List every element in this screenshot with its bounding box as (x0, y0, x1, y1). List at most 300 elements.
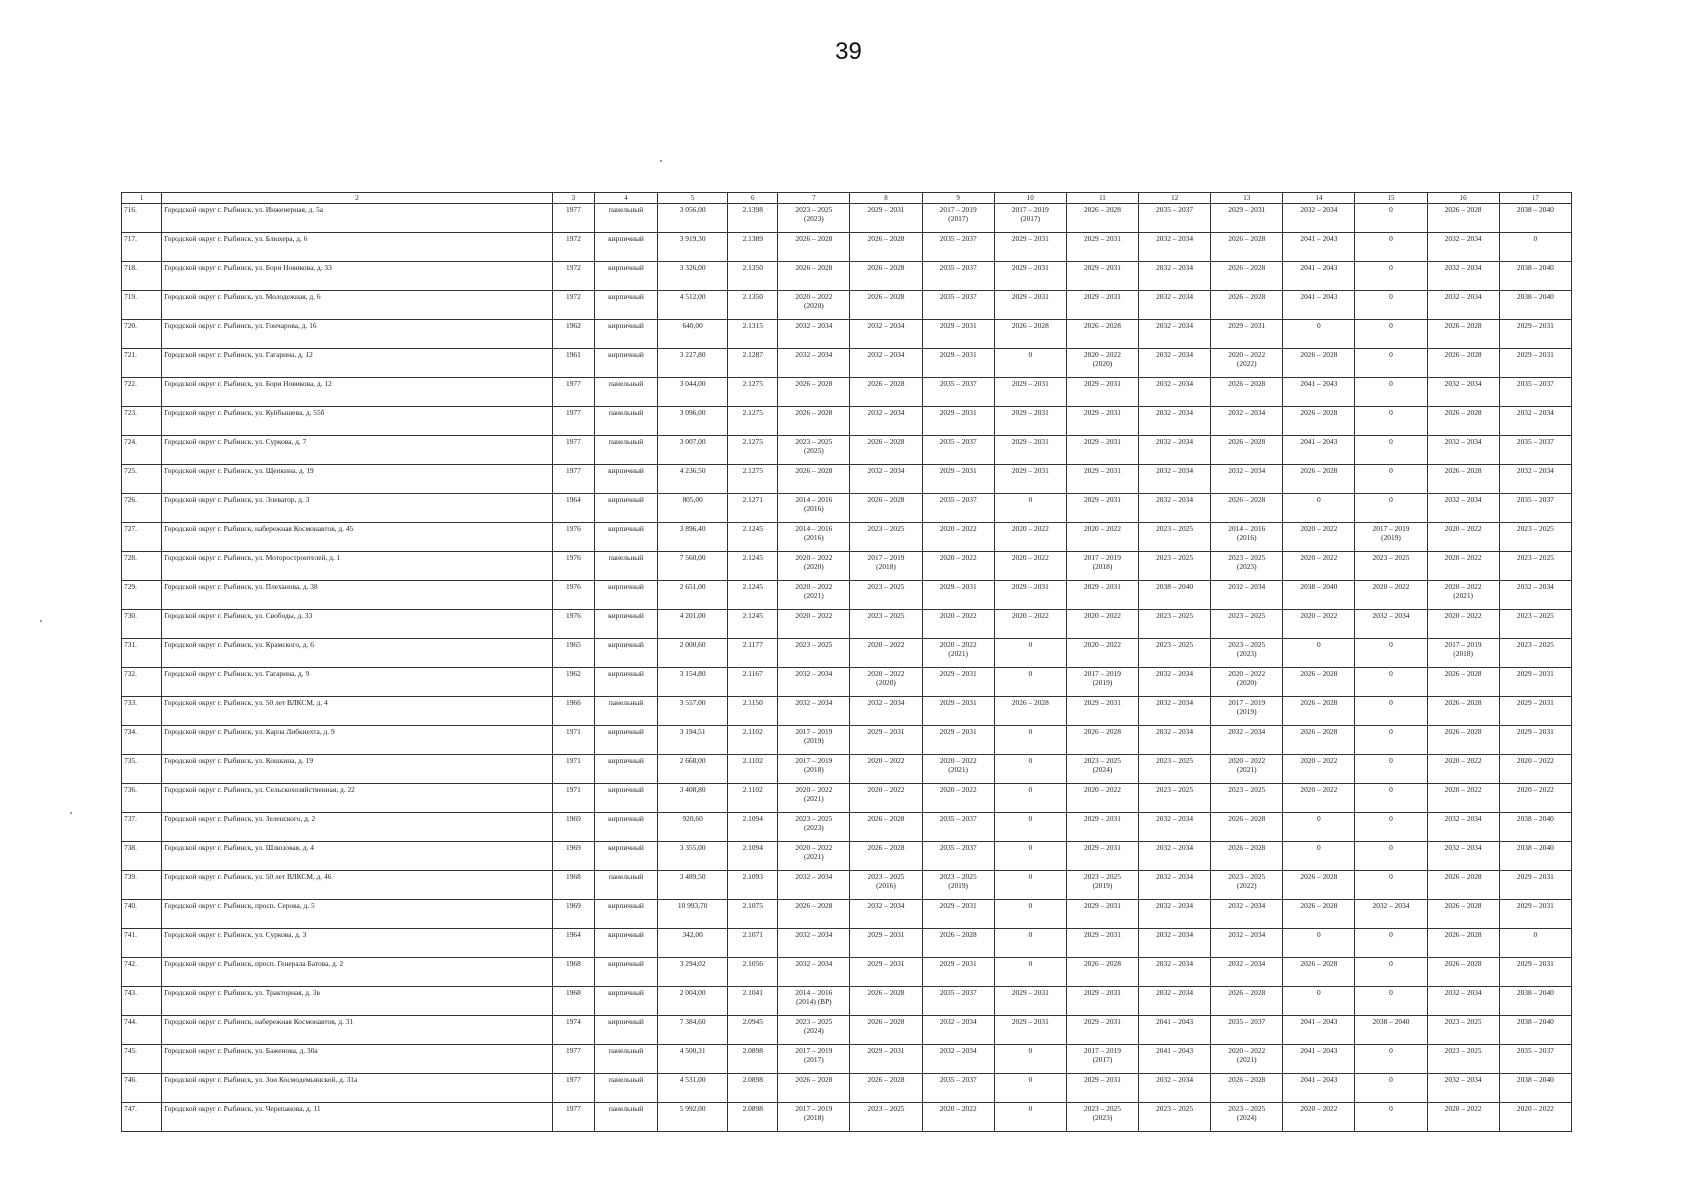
table-cell: 0 (994, 494, 1066, 523)
table-cell: 1977 (552, 436, 594, 465)
table-cell: 2029 – 2031 (1066, 900, 1138, 929)
table-cell: 2026 – 2028 (850, 378, 922, 407)
table-cell: 2032 – 2034 (1211, 929, 1283, 958)
table-cell: 2017 – 2019 (2019) (778, 726, 850, 755)
table-cell: 4 531,00 (658, 1074, 728, 1103)
table-cell: 1965 (552, 639, 594, 668)
table-cell: 2026 – 2028 (1066, 958, 1138, 987)
table-cell: 2.1275 (728, 407, 778, 436)
table-row (122, 204, 1572, 233)
table-cell: 2035 – 2037 (922, 1074, 994, 1103)
table-cell: 2032 – 2034 (1427, 813, 1499, 842)
table-cell: 2023 – 2025 (1139, 639, 1211, 668)
table-cell: 0 (1283, 813, 1355, 842)
table-cell: 2032 – 2034 (1427, 291, 1499, 320)
table-cell: 0 (1355, 291, 1427, 320)
table-cell: панельный (594, 1074, 657, 1103)
table-cell: 2020 – 2022 (994, 552, 1066, 581)
table-cell: 2029 – 2031 (1066, 378, 1138, 407)
table-cell: 3 489,50 (658, 871, 728, 900)
row-number-cell: 733. (122, 697, 162, 726)
table-row (122, 639, 1572, 668)
table-cell: 2020 – 2022 (922, 610, 994, 639)
column-number-row (122, 193, 1572, 204)
table-cell: 2023 – 2025 (2024) (778, 1016, 850, 1045)
table-cell: 2020 – 2022 (922, 784, 994, 813)
column-number: 16 (1427, 193, 1499, 204)
row-number-cell: 725. (122, 465, 162, 494)
table-cell: 1969 (552, 813, 594, 842)
table-cell: 0 (1355, 697, 1427, 726)
table-cell: панельный (594, 697, 657, 726)
table-cell: 4 512,00 (658, 291, 728, 320)
table-cell: 7 560,00 (658, 552, 728, 581)
table-cell: 2026 – 2028 (850, 842, 922, 871)
table-cell: 1962 (552, 668, 594, 697)
table-cell: 2032 – 2034 (1211, 726, 1283, 755)
table-cell: 2032 – 2034 (1139, 465, 1211, 494)
table-cell: 0 (1283, 842, 1355, 871)
table-cell: 2026 – 2028 (1427, 204, 1499, 233)
column-number: 1 (122, 193, 162, 204)
table-cell: 0 (1355, 958, 1427, 987)
address-cell: Городской округ г. Рыбинск, ул. Крамского, д. 6 (162, 639, 553, 668)
table-cell: 2023 – 2025 (778, 639, 850, 668)
row-number-cell: 747. (122, 1103, 162, 1132)
table-cell: кирпичный (594, 639, 657, 668)
table-cell: 2020 – 2022 (2022) (1211, 349, 1283, 378)
table-cell: 2023 – 2025 (1427, 1045, 1499, 1074)
table-cell: кирпичный (594, 726, 657, 755)
table-cell: кирпичный (594, 291, 657, 320)
table-cell: 0 (994, 1045, 1066, 1074)
table-cell: 0 (994, 871, 1066, 900)
table-cell: 2032 – 2034 (1355, 610, 1427, 639)
table-row (122, 1103, 1572, 1132)
table-cell: 0 (1283, 320, 1355, 349)
table-cell: 0 (994, 958, 1066, 987)
table-cell: 2026 – 2028 (1427, 958, 1499, 987)
table-cell: панельный (594, 436, 657, 465)
table-cell: 2020 – 2022 (922, 552, 994, 581)
table-cell: 2.1275 (728, 465, 778, 494)
table-cell: 2029 – 2031 (1066, 581, 1138, 610)
table-cell: 3 056,00 (658, 204, 728, 233)
table-cell: 2026 – 2028 (1211, 1074, 1283, 1103)
table-cell: 2032 – 2034 (778, 668, 850, 697)
column-number: 11 (1066, 193, 1138, 204)
table-cell: 2029 – 2031 (1499, 900, 1571, 929)
address-cell: Городской округ г. Рыбинск, ул. Бори Новикова, д. 12 (162, 378, 553, 407)
table-cell: 0 (1283, 639, 1355, 668)
table-cell: 2023 – 2025 (2024) (1211, 1103, 1283, 1132)
table-cell: 2032 – 2034 (1499, 465, 1571, 494)
table-cell: 2026 – 2028 (1211, 262, 1283, 291)
table-row (122, 697, 1572, 726)
table-cell: 2032 – 2034 (1139, 436, 1211, 465)
table-cell: 2038 – 2040 (1499, 1016, 1571, 1045)
table-cell: 2023 – 2025 (850, 1103, 922, 1132)
table-cell: 2.1315 (728, 320, 778, 349)
column-number: 15 (1355, 193, 1427, 204)
table-cell: кирпичный (594, 262, 657, 291)
table-cell: 3 355,00 (658, 842, 728, 871)
table-cell: 2029 – 2031 (1499, 871, 1571, 900)
table-cell: 0 (1355, 436, 1427, 465)
table-cell: 2029 – 2031 (922, 320, 994, 349)
table-cell: 3 294,02 (658, 958, 728, 987)
table-cell: 1972 (552, 233, 594, 262)
address-cell: Городской округ г. Рыбинск, ул. Баженова, д. 30а (162, 1045, 553, 1074)
table-cell: 2020 – 2022 (1499, 1103, 1571, 1132)
table-cell: 2029 – 2031 (922, 581, 994, 610)
table-cell: 2020 – 2022 (2020) (850, 668, 922, 697)
table-cell: 2.1389 (728, 233, 778, 262)
table-cell: 2032 – 2034 (1139, 1074, 1211, 1103)
table-cell: 2041 – 2043 (1283, 233, 1355, 262)
table-cell: 2.1275 (728, 378, 778, 407)
address-cell: Городской округ г. Рыбинск, ул. Суркова, д. 3 (162, 929, 553, 958)
table-cell: 2.0898 (728, 1074, 778, 1103)
table-cell: 2032 – 2034 (1427, 262, 1499, 291)
table-cell: 2.1245 (728, 552, 778, 581)
column-number: 9 (922, 193, 994, 204)
table-cell: 2026 – 2028 (778, 378, 850, 407)
table-cell: 2.0898 (728, 1045, 778, 1074)
housing-repair-schedule-table (121, 192, 1572, 1132)
table-cell: 0 (994, 1103, 1066, 1132)
row-number-cell: 721. (122, 349, 162, 378)
row-number-cell: 727. (122, 523, 162, 552)
table-cell: 2020 – 2022 (2020) (1066, 349, 1138, 378)
table-cell: 0 (1355, 233, 1427, 262)
table-cell: 3 007,00 (658, 436, 728, 465)
table-cell: 2026 – 2028 (850, 813, 922, 842)
table-row (122, 1074, 1572, 1103)
table-cell: 0 (1355, 784, 1427, 813)
table-cell: панельный (594, 407, 657, 436)
table-cell: 2026 – 2028 (1427, 697, 1499, 726)
table-cell: 2020 – 2022 (1283, 610, 1355, 639)
table-cell: 2.1102 (728, 784, 778, 813)
table-cell: 2 000,60 (658, 639, 728, 668)
address-cell: Городской округ г. Рыбинск, ул. Зеленского, д. 2 (162, 813, 553, 842)
table-row (122, 552, 1572, 581)
row-number-cell: 730. (122, 610, 162, 639)
table-cell: 2032 – 2034 (1427, 842, 1499, 871)
table-cell: 2023 – 2025 (1499, 523, 1571, 552)
table-cell: 2032 – 2034 (1211, 581, 1283, 610)
table-cell: 2032 – 2034 (778, 929, 850, 958)
table-cell: 1971 (552, 784, 594, 813)
row-number-cell: 744. (122, 1016, 162, 1045)
table-cell: 2026 – 2028 (1427, 465, 1499, 494)
table-cell: 2029 – 2031 (922, 697, 994, 726)
table-cell: 0 (1499, 929, 1571, 958)
table-cell: 2023 – 2025 (2016) (850, 871, 922, 900)
table-row (122, 842, 1572, 871)
table-cell: 2029 – 2031 (1499, 668, 1571, 697)
table-cell: 3 326,00 (658, 262, 728, 291)
address-cell: Городской округ г. Рыбинск, набережная Космонавтов, д. 45 (162, 523, 553, 552)
table-cell: 2020 – 2022 (922, 1103, 994, 1132)
scan-speck (40, 620, 42, 622)
table-cell: 2023 – 2025 (1139, 1103, 1211, 1132)
table-cell: 2014 – 2016 (2016) (1211, 523, 1283, 552)
table-cell: 2029 – 2031 (994, 378, 1066, 407)
table-cell: 1964 (552, 494, 594, 523)
table-cell: 1962 (552, 320, 594, 349)
table-cell: 0 (1355, 262, 1427, 291)
table-cell: 2032 – 2034 (850, 407, 922, 436)
table-cell: 2.1177 (728, 639, 778, 668)
table-cell: 2020 – 2022 (850, 784, 922, 813)
table-cell: 2032 – 2034 (1211, 900, 1283, 929)
table-cell: 0 (1355, 726, 1427, 755)
table-cell: 2020 – 2022 (2021) (922, 755, 994, 784)
table-cell: 3 919,30 (658, 233, 728, 262)
row-number-cell: 741. (122, 929, 162, 958)
table-cell: 2020 – 2022 (2021) (778, 581, 850, 610)
table-cell: 2029 – 2031 (1066, 465, 1138, 494)
table-cell: панельный (594, 1045, 657, 1074)
table-cell: 2029 – 2031 (1211, 204, 1283, 233)
table-cell: 2.1275 (728, 436, 778, 465)
column-number: 5 (658, 193, 728, 204)
table-cell: 2032 – 2034 (1139, 697, 1211, 726)
table-cell: кирпичный (594, 900, 657, 929)
table-cell: 2032 – 2034 (1139, 929, 1211, 958)
table-cell: 0 (994, 842, 1066, 871)
table-cell: 2020 – 2022 (922, 523, 994, 552)
address-cell: Городской округ г. Рыбинск, ул. Молодежная, д. 6 (162, 291, 553, 320)
address-cell: Городской округ г. Рыбинск, ул. Гагарина, д. 12 (162, 349, 553, 378)
table-cell: 0 (1355, 929, 1427, 958)
table-cell: 640,00 (658, 320, 728, 349)
table-cell: 2032 – 2034 (1139, 668, 1211, 697)
table-cell: 2041 – 2043 (1139, 1045, 1211, 1074)
table-cell: 2020 – 2022 (1283, 755, 1355, 784)
table-cell: 2032 – 2034 (778, 958, 850, 987)
table-cell: 2041 – 2043 (1283, 1045, 1355, 1074)
table-row (122, 929, 1572, 958)
table-cell: 2026 – 2028 (1211, 842, 1283, 871)
table-cell: 4 500,31 (658, 1045, 728, 1074)
table-cell: 2029 – 2031 (1499, 958, 1571, 987)
table-cell: 2032 – 2034 (1139, 407, 1211, 436)
table-cell: 2029 – 2031 (1066, 842, 1138, 871)
table-cell: кирпичный (594, 958, 657, 987)
table-cell: 2032 – 2034 (1139, 958, 1211, 987)
table-cell: 2026 – 2028 (778, 1074, 850, 1103)
table-cell: 2020 – 2022 (1283, 523, 1355, 552)
table-cell: 2020 – 2022 (1355, 581, 1427, 610)
table-cell: 2020 – 2022 (1283, 552, 1355, 581)
table-cell: 2035 – 2037 (922, 378, 994, 407)
table-cell: 2041 – 2043 (1283, 378, 1355, 407)
table-cell: кирпичный (594, 784, 657, 813)
table-cell: 0 (1355, 465, 1427, 494)
table-cell: 2041 – 2043 (1283, 436, 1355, 465)
table-cell: 2020 – 2022 (1499, 784, 1571, 813)
table-cell: 2026 – 2028 (1283, 668, 1355, 697)
table-cell: 2041 – 2043 (1139, 1016, 1211, 1045)
address-cell: Городской округ г. Рыбинск, просп. Серова, д. 5 (162, 900, 553, 929)
table-cell: 2023 – 2025 (1139, 552, 1211, 581)
page-number: 39 (835, 38, 862, 65)
table-cell: 2023 – 2025 (1499, 610, 1571, 639)
table-row (122, 581, 1572, 610)
row-number-cell: 736. (122, 784, 162, 813)
table-cell: 3 408,80 (658, 784, 728, 813)
table-cell: 0 (994, 784, 1066, 813)
table-cell: 2032 – 2034 (850, 900, 922, 929)
table-cell: 2017 – 2019 (2019) (1211, 697, 1283, 726)
table-cell: 2032 – 2034 (1283, 204, 1355, 233)
table-cell: 1976 (552, 523, 594, 552)
table-cell: 2035 – 2037 (922, 494, 994, 523)
table-cell: 0 (1355, 1045, 1427, 1074)
table-cell: 2.1094 (728, 813, 778, 842)
table-cell: 2.1071 (728, 929, 778, 958)
table-cell: 1977 (552, 1045, 594, 1074)
table-cell: 2029 – 2031 (994, 262, 1066, 291)
table-cell: 2020 – 2022 (1427, 755, 1499, 784)
table-cell: 0 (1355, 987, 1427, 1016)
table-cell: 0 (1355, 1074, 1427, 1103)
table-cell: 2035 – 2037 (1499, 494, 1571, 523)
table-cell: 2029 – 2031 (850, 958, 922, 987)
table-cell: 1964 (552, 929, 594, 958)
table-cell: кирпичный (594, 349, 657, 378)
table-cell: 1972 (552, 291, 594, 320)
column-number: 6 (728, 193, 778, 204)
table-cell: 2026 – 2028 (1427, 349, 1499, 378)
table-row (122, 784, 1572, 813)
row-number-cell: 723. (122, 407, 162, 436)
table-cell: 2026 – 2028 (1283, 871, 1355, 900)
table-cell: 0 (1355, 813, 1427, 842)
table-cell: 2023 – 2025 (2023) (1211, 552, 1283, 581)
address-cell: Городской округ г. Рыбинск, ул. Плеханова, д. 38 (162, 581, 553, 610)
column-number: 3 (552, 193, 594, 204)
table-cell: 2029 – 2031 (922, 900, 994, 929)
table-cell: 2.1245 (728, 610, 778, 639)
table-cell: 1976 (552, 581, 594, 610)
table-cell: 2026 – 2028 (850, 987, 922, 1016)
row-number-cell: 728. (122, 552, 162, 581)
table-cell: 2017 – 2019 (2018) (778, 755, 850, 784)
table-cell: 2029 – 2031 (1499, 320, 1571, 349)
table-cell: 2026 – 2028 (994, 697, 1066, 726)
address-cell: Городской округ г. Рыбинск, ул. Тракторная, д. 3в (162, 987, 553, 1016)
table-cell: кирпичный (594, 610, 657, 639)
table-cell: 2029 – 2031 (994, 233, 1066, 262)
table-cell: 2023 – 2025 (2023) (778, 204, 850, 233)
table-cell: 2029 – 2031 (1211, 320, 1283, 349)
table-cell: 2017 – 2019 (2017) (1066, 1045, 1138, 1074)
table-cell: 2035 – 2037 (922, 262, 994, 291)
table-cell: 2026 – 2028 (1211, 987, 1283, 1016)
table-row (122, 871, 1572, 900)
column-number: 8 (850, 193, 922, 204)
table-cell: 2029 – 2031 (1066, 407, 1138, 436)
table-cell: 2029 – 2031 (1066, 813, 1138, 842)
address-cell: Городской округ г. Рыбинск, ул. Шлюзовая, д. 4 (162, 842, 553, 871)
table-cell: 2026 – 2028 (1427, 407, 1499, 436)
table-cell: 2017 – 2019 (2018) (1066, 552, 1138, 581)
table-cell: 2032 – 2034 (1139, 726, 1211, 755)
table-cell: 0 (1355, 378, 1427, 407)
table-row (122, 320, 1572, 349)
table-cell: 2017 – 2019 (2018) (1427, 639, 1499, 668)
table-cell: 2020 – 2022 (994, 523, 1066, 552)
table-cell: 2020 – 2022 (2021) (922, 639, 994, 668)
table-cell: панельный (594, 871, 657, 900)
table-cell: кирпичный (594, 523, 657, 552)
table-cell: 2023 – 2025 (850, 610, 922, 639)
table-cell: 1966 (552, 697, 594, 726)
table-cell: 0 (1283, 494, 1355, 523)
table-cell: 2032 – 2034 (1139, 842, 1211, 871)
table-cell: 2.1271 (728, 494, 778, 523)
table-cell: 2032 – 2034 (1139, 987, 1211, 1016)
row-number-cell: 720. (122, 320, 162, 349)
column-number: 12 (1139, 193, 1211, 204)
table-cell: 2029 – 2031 (1066, 1016, 1138, 1045)
table-cell: 3 194,51 (658, 726, 728, 755)
table-row (122, 813, 1572, 842)
row-number-cell: 745. (122, 1045, 162, 1074)
table-cell: 1972 (552, 262, 594, 291)
table-cell: 2038 – 2040 (1499, 842, 1571, 871)
row-number-cell: 740. (122, 900, 162, 929)
table-cell: 2020 – 2022 (1066, 784, 1138, 813)
table-cell: 2020 – 2022 (2021) (1211, 755, 1283, 784)
table-cell: 2032 – 2034 (1139, 900, 1211, 929)
table-cell: 4 236,50 (658, 465, 728, 494)
table-cell: 2029 – 2031 (1499, 726, 1571, 755)
row-number-cell: 739. (122, 871, 162, 900)
table-cell: 2029 – 2031 (1066, 987, 1138, 1016)
table-cell: 2026 – 2028 (778, 262, 850, 291)
table-cell: 0 (1355, 1103, 1427, 1132)
table-cell: 1977 (552, 378, 594, 407)
row-number-cell: 719. (122, 291, 162, 320)
table-cell: 2029 – 2031 (994, 581, 1066, 610)
table-cell: 2026 – 2028 (1427, 929, 1499, 958)
table-cell: 0 (994, 668, 1066, 697)
address-cell: Городской округ г. Рыбинск, просп. Генерала Батова, д. 2 (162, 958, 553, 987)
table-cell: 2029 – 2031 (850, 929, 922, 958)
table-cell: 2026 – 2028 (994, 320, 1066, 349)
table-cell: 2035 – 2037 (1211, 1016, 1283, 1045)
table-cell: 2020 – 2022 (1427, 784, 1499, 813)
scan-speck (70, 812, 72, 814)
table-cell: 2032 – 2034 (1139, 262, 1211, 291)
table-cell: кирпичный (594, 929, 657, 958)
table-cell: 2032 – 2034 (850, 465, 922, 494)
table-cell: 2023 – 2025 (2023) (1066, 1103, 1138, 1132)
table-cell: 0 (1355, 407, 1427, 436)
table-cell: 2032 – 2034 (1139, 871, 1211, 900)
table-cell: 2026 – 2028 (1211, 291, 1283, 320)
address-cell: Городской округ г. Рыбинск, ул. Гончарова, д. 16 (162, 320, 553, 349)
table-cell: 1977 (552, 204, 594, 233)
table-cell: 0 (1283, 987, 1355, 1016)
table-cell: 2029 – 2031 (1066, 436, 1138, 465)
table-cell: 2020 – 2022 (850, 755, 922, 784)
